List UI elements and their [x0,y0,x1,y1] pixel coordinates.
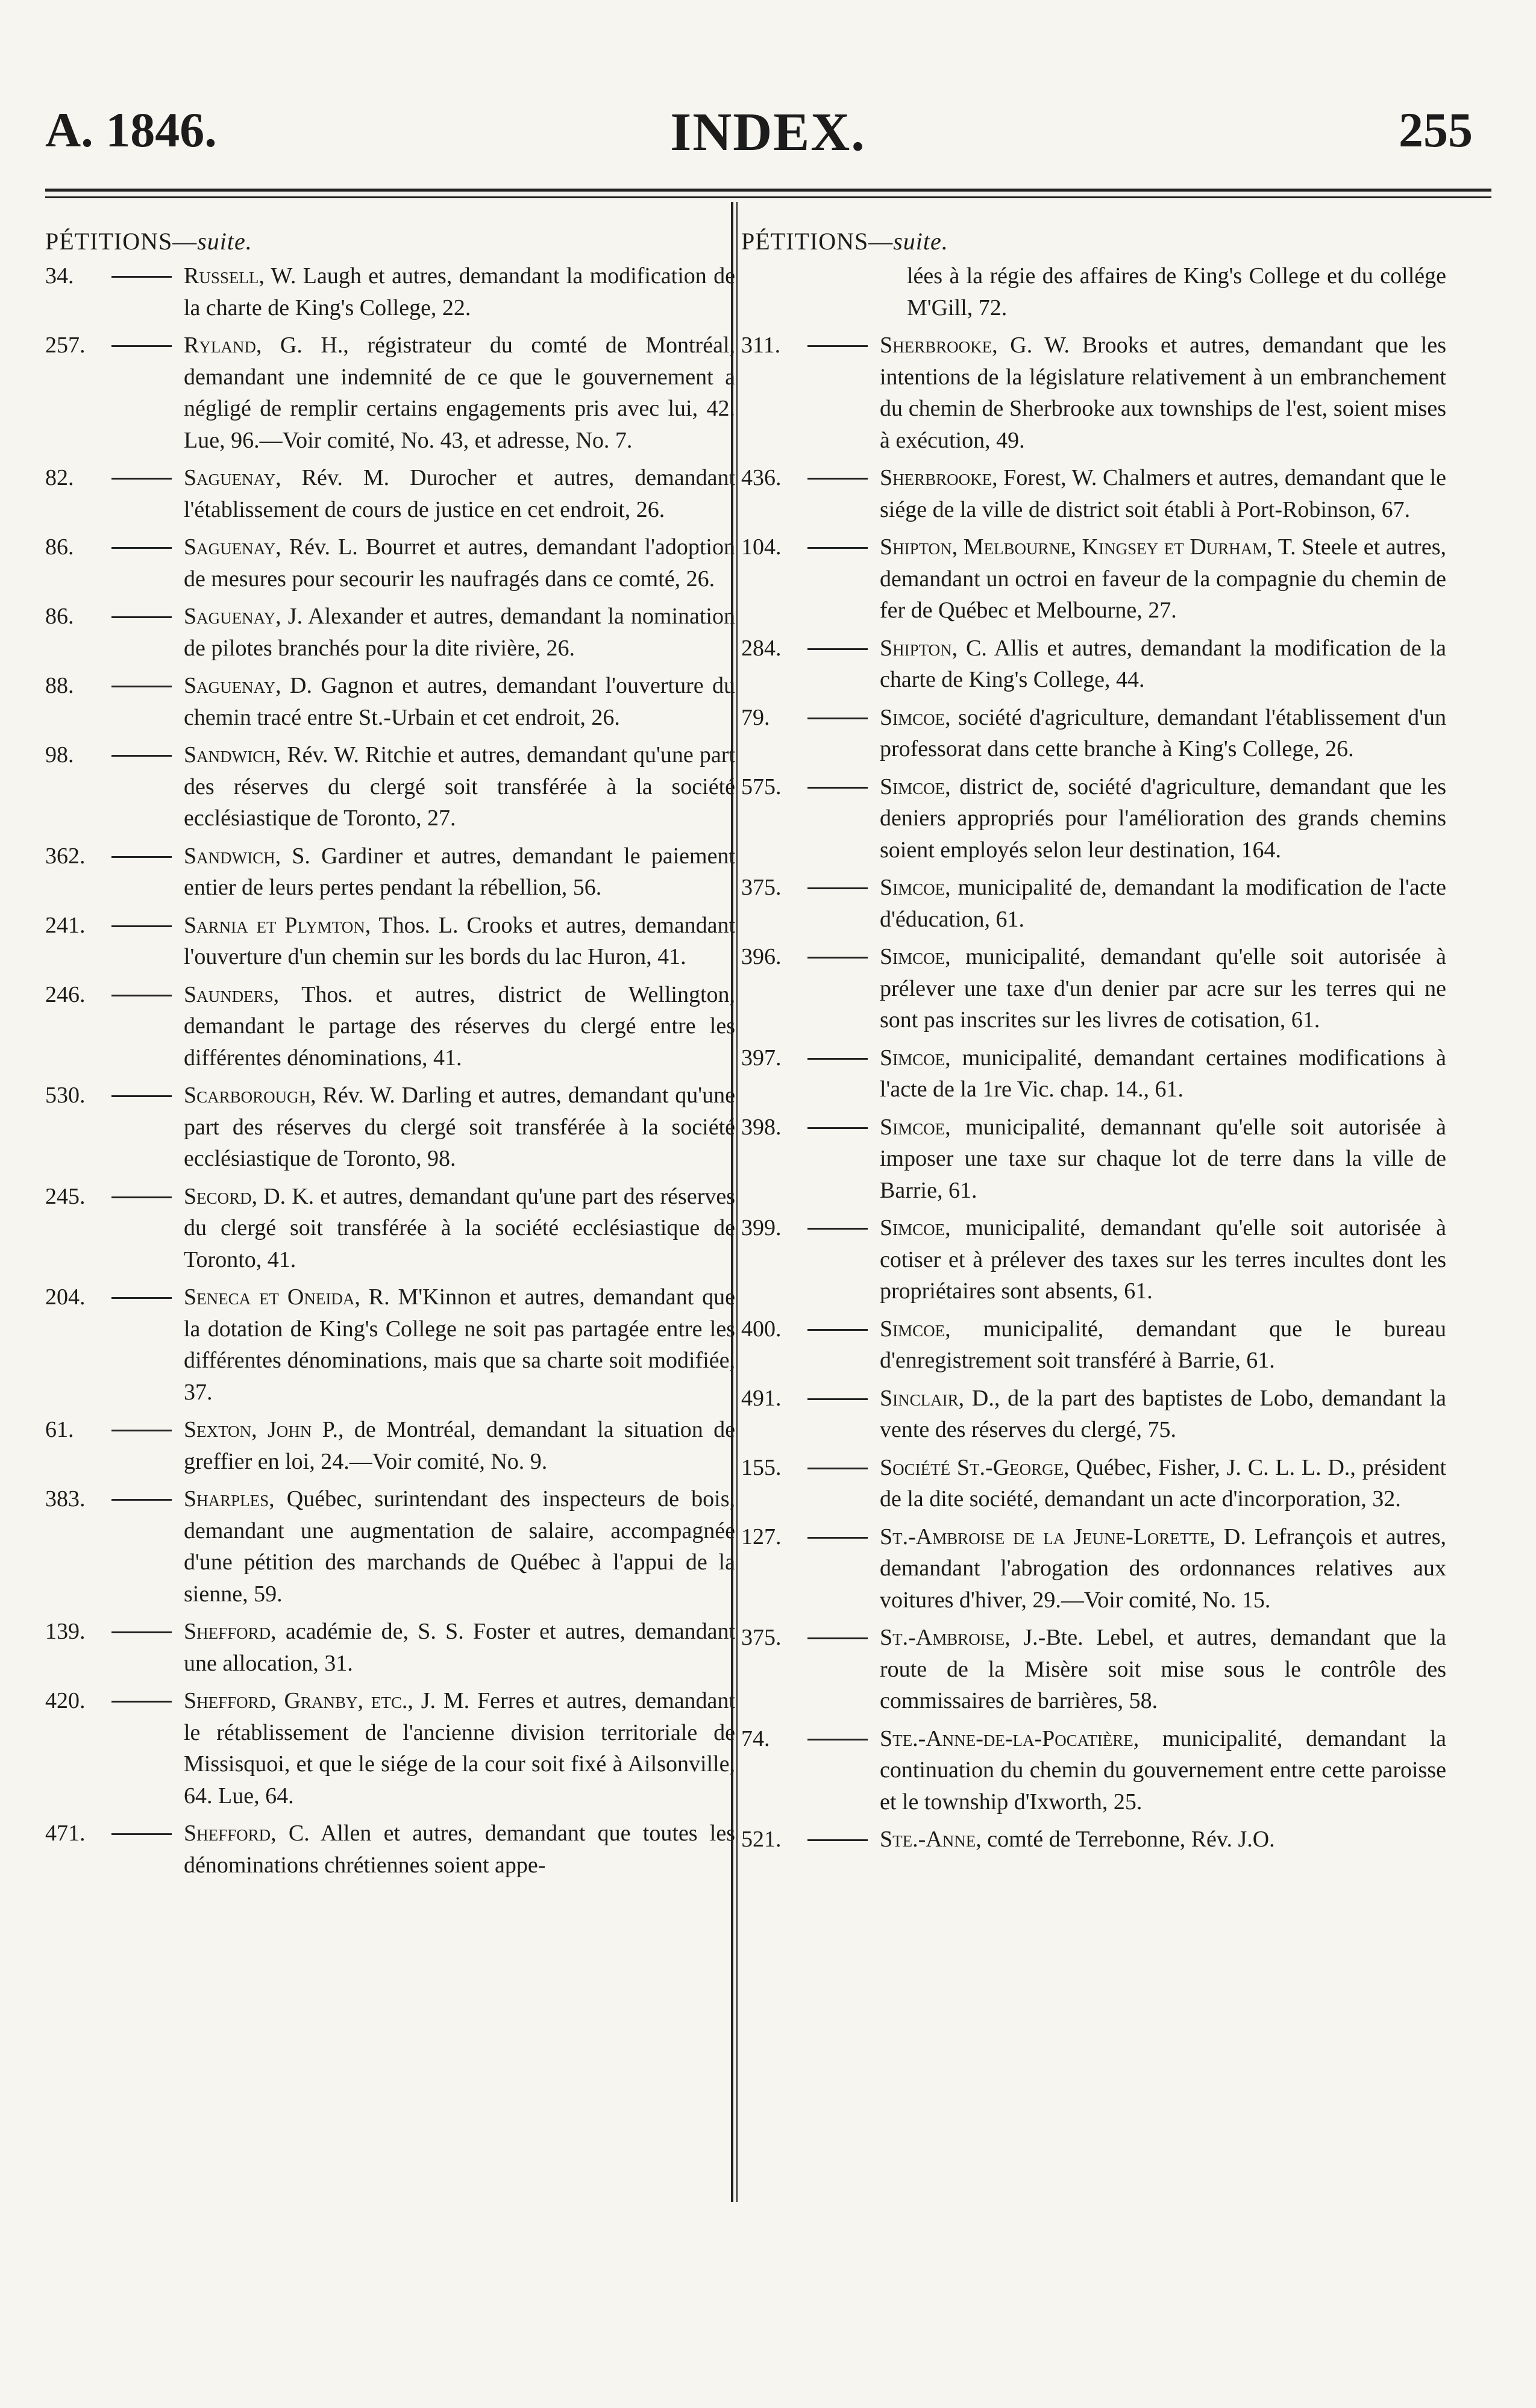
entry-number: 396. [741,944,782,969]
entry-body [880,1042,1446,1105]
entry-text: Québec, Fisher, J. C. L. L. D., président de la dite société, demandant un acte d'incorporation, 32. [880,1454,1447,1512]
entry-text: Thos. et autres, district de Wellington, demandant le partage des réserves du clergé entre les différentes dénominations, 41. [184,981,735,1071]
entry-name: Russell, [184,263,265,289]
entry-number: 88. [45,673,74,698]
entry-body [184,1281,735,1408]
entry-dash [807,1398,868,1400]
index-entry [45,979,735,1074]
entry-body [184,330,735,456]
entry-name: Simcoe, [880,944,951,969]
entry-text: Rév. M. Durocher et autres, demandant l'établissement de cours de justice en cet endroit, 26. [184,465,735,522]
entry-body [880,330,1446,456]
entry-dash [807,957,868,959]
entry-number: 375. [741,1625,782,1650]
entry-dash [807,648,868,650]
entry-number: 204. [45,1284,86,1310]
index-entry [741,872,1446,935]
header-rule-top [45,189,1491,192]
entry-body [880,633,1446,696]
left-entries [45,260,735,1881]
entry-text: Thos. L. Crooks et autres, demandant l'ouverture d'un chemin sur les bords du lac Huron, 41. [184,912,736,969]
entry-number: 104. [741,534,782,560]
entry-text: municipalité, demandant qu'elle soit autorisée à cotiser et à prélever des taxes sur les terres incultes dont les propriétaires sont absents, 61. [880,1215,1446,1304]
entry-dash [111,1833,172,1835]
entry-body [880,1521,1446,1616]
entry-dash [111,1297,172,1299]
entry-number: 139. [45,1619,86,1644]
entry-dash [111,925,172,927]
entry-text: Rév. L. Bourret et autres, demandant l'adoption de mesures pour secourir les naufragés dans ce comté, 26. [184,534,735,592]
entry-dash [807,1637,868,1639]
entry-body [880,1383,1446,1446]
entry-name: Simcoe, [880,875,951,900]
entry-text: municipalité, demannant qu'elle soit autorisée à imposer une taxe sur chaque lot de terre dans la ville de Barrie, 61. [880,1114,1446,1203]
entry-dash [807,1839,868,1841]
entry-number: 74. [741,1725,770,1751]
entry-name: Ste.-Anne, [880,1827,982,1852]
index-entry [45,670,735,733]
entry-number: 284. [741,635,782,661]
entry-number: 471. [45,1821,86,1846]
entry-number: 257. [45,333,86,358]
entry-dash [807,1468,868,1469]
index-entry [45,1414,735,1477]
section-heading-left [45,223,735,260]
index-entry [45,1616,735,1679]
entry-body [880,702,1446,765]
entry-body [184,979,735,1074]
entry-body [184,601,735,664]
entry-body [184,1483,735,1610]
entry-name: Sandwich, [184,843,281,869]
entry-name: Shefford, [184,1821,277,1846]
index-entry [45,1281,735,1408]
index-entry [45,1483,735,1610]
entry-number: 521. [741,1827,782,1852]
entry-body [184,910,735,973]
entry-number: 575. [741,774,782,799]
entry-dash [111,276,172,278]
entry-body [184,1616,735,1679]
index-entry [741,1112,1446,1207]
entry-name: Sarnia et Plymton, [184,912,371,938]
entry-text: société d'agriculture, demandant l'établissement d'un professorat dans cette branche à King's College, 26. [880,704,1446,761]
entry-text: D. K. et autres, demandant qu'une part des réserves du clergé soit transférée à la société ecclésiastique de Toronto, 41. [184,1183,735,1272]
entry-body [880,771,1446,866]
index-entry [741,1313,1446,1377]
entry-text: de Montréal, demandant la situation de greffier en loi, 24.—Voir comité, No. 9. [184,1417,736,1474]
entry-dash [807,1537,868,1539]
entry-dash [111,755,172,757]
entry-name: Shefford, [184,1619,277,1644]
index-entry [741,462,1446,525]
entry-text: municipalité, demandant que le bureau d'enregistrement soit transféré à Barrie, 61. [880,1316,1446,1373]
entry-body [880,1723,1446,1818]
entry-body [184,260,735,324]
index-entry [45,1685,735,1812]
entry-body [880,1622,1446,1717]
entry-number: 82. [45,465,74,490]
entry-body [880,531,1446,627]
entry-name: Sinclair, [880,1385,965,1411]
index-entry [741,1452,1446,1515]
index-entry [741,1521,1446,1616]
entry-name: Sherbrooke, [880,465,998,490]
entry-number: 420. [45,1688,86,1713]
entry-dash [111,1095,172,1097]
entry-dash [807,1739,868,1740]
right-entries [741,330,1446,1856]
entry-body [184,1818,735,1881]
entry-dash [111,1499,172,1501]
entry-text: C. Allen et autres, demandant que toutes les dénominations chrétiennes soient appe- [184,1821,735,1878]
header-title: INDEX. [670,102,866,162]
entry-number: 311. [741,333,781,358]
entry-body [184,462,735,525]
entry-text: municipalité, demandant la continuation du chemin du gouvernement entre cette paroisse et le township d'Ixworth, 25. [880,1725,1446,1815]
entry-text: J.-Bte. Lebel, et autres, demandant que la route de la Misère soit mise sous le contrôle des commissaires de barrières, 58. [880,1625,1446,1713]
entry-dash [111,1701,172,1703]
entry-name: St.-Ambroise de la Jeune-Lorette, [880,1524,1215,1550]
entry-body [880,1824,1446,1856]
entry-body [880,872,1446,935]
entry-body [184,1181,735,1276]
entry-body [184,840,735,904]
entry-number: 400. [741,1316,782,1342]
entry-dash [807,1058,868,1060]
section-name: PÉTITIONS— [741,228,894,255]
entry-number: 383. [45,1486,86,1512]
entry-name: Shefford, Granby, etc., [184,1688,413,1713]
entry-name: Shipton, [880,635,958,661]
entry-body [184,531,735,595]
entry-dash [807,718,868,719]
entry-name: Ryland, [184,333,262,358]
entry-dash [111,995,172,996]
index-entry [45,1181,735,1276]
entry-dash [807,1127,868,1129]
entry-dash [111,856,172,858]
entry-dash [111,1196,172,1198]
entry-text: T. Steele et autres, demandant un octroi en faveur de la compagnie du chemin de fer de Québec et Melbourne, 27. [880,534,1446,623]
entry-name: Simcoe, [880,704,951,730]
entry-text: Forest, W. Chalmers et autres, demandant que le siége de la ville de district soit établi à Port-Robinson, 67. [880,465,1446,522]
index-entry [45,462,735,525]
entry-name: Saguenay, [184,465,281,490]
index-entry [741,1824,1446,1856]
index-entry [741,1212,1446,1307]
entry-dash [111,616,172,618]
section-heading-right [741,223,1446,260]
entry-number: 79. [741,704,770,730]
entry-number: 491. [741,1385,782,1411]
entry-text: J. M. Ferres et autres, demandant le rétablissement de l'ancienne division territoriale de Missisquoi, et que le siége de la cour soit fixé à Ailsonville, 64. Lue, 64. [184,1688,735,1809]
entry-text: Rév. W. Ritchie et autres, demandant qu'une part des réserves du clergé soit transférée à la société ecclésiastique de Toronto, 27. [184,742,735,831]
entry-dash [111,345,172,347]
entry-dash [807,478,868,480]
entry-name: Saguenay, [184,673,281,698]
entry-name: Société St.-George, [880,1454,1070,1480]
index-entry [741,941,1446,1036]
entry-name: Shipton, Melbourne, Kingsey et Durham, [880,534,1273,560]
section-name: PÉTITIONS— [45,228,198,255]
entry-number: 61. [45,1417,74,1442]
entry-text: comté de Terrebonne, Rév. J.O. [981,1827,1275,1852]
index-entry [45,531,735,595]
section-suite: suite. [893,228,948,255]
index-entry [45,840,735,904]
entry-name: Sandwich, [184,742,281,768]
entry-name: Simcoe, [880,1114,951,1140]
entry-text: S. Gardiner et autres, demandant le paiement entier de leurs pertes pendant la rébellion, 56. [184,843,735,900]
entry-name: Simcoe, [880,774,951,799]
index-entry [45,1818,735,1881]
entry-dash [807,1329,868,1331]
entry-body [184,1685,735,1812]
entry-name: Sherbrooke, [880,333,998,358]
index-entry [741,1622,1446,1717]
index-entry [741,1723,1446,1818]
entry-number: 34. [45,263,74,289]
entry-text: lées à la régie des affaires de King's College et du collége M'Gill, 72. [907,263,1446,321]
index-entry [45,260,735,324]
entry-dash [807,1228,868,1230]
entry-dash [807,345,868,347]
entry-text: Québec, surintendant des inspecteurs de bois, demandant une augmentation de salaire, accompagnée d'une pétition des marchands de Québec à l'appui de la sienne, 59. [184,1486,735,1607]
entry-dash [807,547,868,549]
entry-number: 530. [45,1083,86,1108]
index-entry [741,531,1446,627]
index-entry [45,910,735,973]
index-entry [741,330,1446,456]
entry-number: 246. [45,981,86,1007]
index-entry [741,633,1446,696]
entry-name: Saguenay, [184,534,281,560]
entry-body [880,462,1446,525]
entry-name: Scarborough, [184,1083,316,1108]
entry-dash [111,1631,172,1633]
entry-number: 241. [45,912,86,938]
entry-number: 245. [45,1183,86,1209]
entry-body [880,1452,1446,1515]
entry-number: 375. [741,875,782,900]
header-page-number: 255 [1399,102,1473,157]
entry-text: G. H., régistrateur du comté de Montréal, demandant une indemnité de ce que le gouvernement a négligé de remplir certains engagements pris avec lui, 42. Lue, 96.—Voir comité, No. 43, et adresse, No. 7. [184,333,735,453]
entry-number: 86. [45,534,74,560]
header-rule-bottom [45,196,1491,198]
entry-text: académie de, S. S. Foster et autres, demandant une allocation, 31. [184,1619,735,1676]
entry-body [880,941,1446,1036]
entry-name: Ste.-Anne-de-la-Pocatière, [880,1725,1139,1751]
entry-text: D. Lefrançois et autres, demandant l'abrogation des ordonnances relatives aux voitures d'hiver, 29.—Voir comité, No. 15. [880,1524,1446,1613]
entry-name: St.-Ambroise, [880,1625,1011,1650]
section-suite: suite. [197,228,252,255]
entry-text: municipalité, demandant qu'elle soit autorisée à prélever une taxe d'un denier par acre sur les terres qui ne sont pas inscrites sur les livres de cotisation, 61. [880,944,1446,1033]
column-divider-inner [736,202,738,2202]
entry-body [184,739,735,834]
entry-name: Sharples, [184,1486,275,1512]
entry-dash [111,547,172,549]
index-entry [45,739,735,834]
entry-name: Simcoe, [880,1045,951,1071]
entry-name: Sexton, John P., [184,1417,344,1442]
entry-dash [111,478,172,480]
entry-number: 399. [741,1215,782,1240]
index-entry [45,330,735,456]
entry-number: 86. [45,604,74,629]
entry-number: 397. [741,1045,782,1071]
entry-body [880,1313,1446,1377]
entry-text: J. Alexander et autres, demandant la nomination de pilotes branchés pour la dite rivière, 26. [184,604,735,661]
left-column [45,223,735,1887]
entry-body [184,1414,735,1477]
right-column [741,223,1446,1862]
entry-number: 127. [741,1524,782,1550]
entry-text: R. M'Kinnon et autres, demandant que la dotation de King's College ne soit pas partagée entre les différentes dénominations, mais que sa charte soit modifiée, 37. [184,1284,735,1405]
entry-text: municipalité, demandant certaines modifications à l'acte de la 1re Vic. chap. 14., 61. [880,1045,1446,1102]
entry-name: Saguenay, [184,604,281,629]
entry-text: Rév. W. Darling et autres, demandant qu'une part des réserves du clergé soit transférée à la société ecclésiastique de Toronto, 98. [184,1083,735,1171]
index-entry [45,1080,735,1175]
entry-number: 398. [741,1114,782,1140]
entry-name: Seneca et Oneida, [184,1284,360,1310]
entry-number: 155. [741,1454,782,1480]
continuation-entry [741,260,1446,324]
entry-text: district de, société d'agriculture, demandant que les deniers appropriés pour l'amélioration des grands chemins soient employés selon leur destination, 164. [880,774,1446,863]
entry-text: D. Gagnon et autres, demandant l'ouverture du chemin tracé entre St.-Urbain et cet endroit, 26. [184,673,735,730]
index-entry [741,1042,1446,1105]
entry-dash [111,686,172,687]
entry-text: municipalité de, demandant la modification de l'acte d'éducation, 61. [880,875,1446,932]
entry-body [184,1080,735,1175]
entry-text: W. Laugh et autres, demandant la modification de la charte de King's College, 22. [184,263,735,321]
entry-text: D., de la part des baptistes de Lobo, demandant la vente des réserves du clergé, 75. [880,1385,1446,1442]
index-entry [741,1383,1446,1446]
index-entry [741,702,1446,765]
entry-name: Saunders, [184,981,280,1007]
index-entry [45,601,735,664]
entry-name: Simcoe, [880,1215,951,1240]
entry-dash [111,1430,172,1431]
entry-name: Secord, [184,1183,258,1209]
entry-number: 362. [45,843,86,869]
index-entry [741,771,1446,866]
entry-text: C. Allis et autres, demandant la modification de la charte de King's College, 44. [880,635,1446,692]
entry-number: 98. [45,742,74,768]
entry-body [184,670,735,733]
entry-dash [807,787,868,789]
entry-name: Simcoe, [880,1316,951,1342]
entry-dash [807,887,868,889]
entry-body [880,1212,1446,1307]
entry-text: G. W. Brooks et autres, demandant que les intentions de la législature relativement à un embranchement du chemin de Sherbrooke aux townships de l'est, soient mises à exécution, 49. [880,333,1446,453]
header-year: A. 1846. [45,102,217,157]
entry-body [880,1112,1446,1207]
entry-number: 436. [741,465,782,490]
